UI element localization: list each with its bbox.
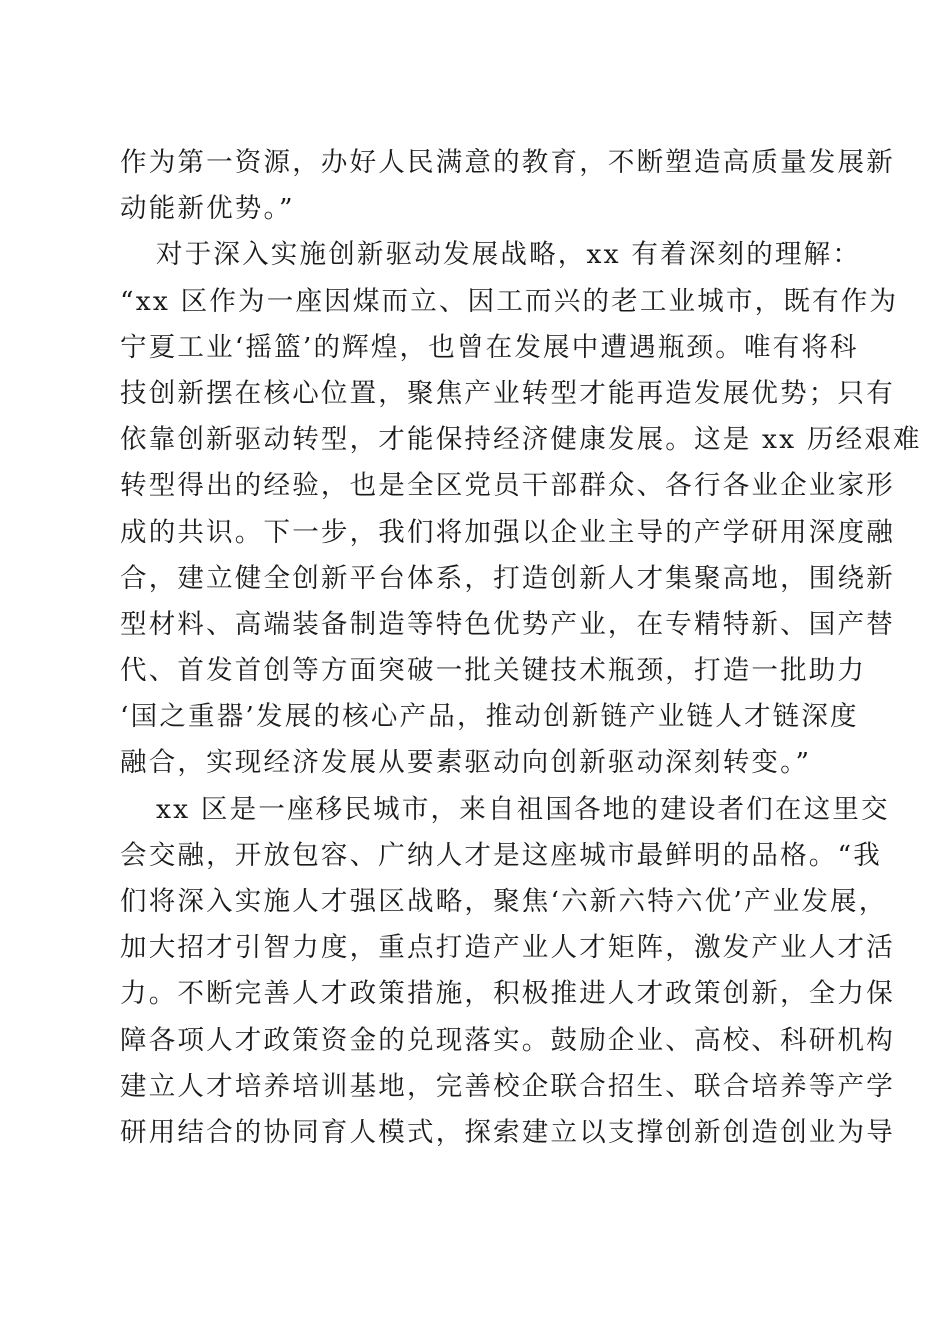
text-line: 会交融，开放包容、广纳人才是这座城市最鲜明的品格。“我 bbox=[120, 839, 882, 871]
text-line: 成的共识。下一步，我们将加强以企业主导的产学研用深度融 bbox=[120, 516, 895, 548]
text-line: 力。不断完善人才政策措施，积极推进人才政策创新，全力保 bbox=[120, 978, 895, 1010]
text-line: 作为第一资源，办好人民满意的教育，不断塑造高质量发展新 bbox=[120, 147, 895, 178]
text-line: 依靠创新驱动转型，才能保持经济健康发展。这是 xx 历经艰难 bbox=[120, 424, 922, 456]
paragraph-start-line: 对于深入实施创新驱动发展战略，xx 有着深刻的理解： bbox=[156, 239, 862, 271]
text-line: 型材料、高端装备制造等特色优势产业，在专精特新、国产替 bbox=[120, 608, 895, 640]
text-line: “xx 区作为一座因煤而立、因工而兴的老工业城市，既有作为 bbox=[120, 285, 899, 317]
text-line: 宁夏工业‘摇篮’的辉煌，也曾在发展中遭遇瓶颈。唯有将科 bbox=[120, 331, 859, 363]
text-line: 合，建立健全创新平台体系，打造创新人才集聚高地，围绕新 bbox=[120, 562, 895, 594]
paragraph-start-line: xx 区是一座移民城市，来自祖国各地的建设者们在这里交 bbox=[156, 793, 890, 825]
text-line: 研用结合的协同育人模式，探索建立以支撑创新创造创业为导 bbox=[120, 1116, 895, 1148]
text-line: 代、首发首创等方面突破一批关键技术瓶颈，打造一批助力 bbox=[120, 655, 867, 687]
text-line: 转型得出的经验，也是全区党员干部群众、各行各业企业家形 bbox=[120, 470, 895, 502]
text-line: 障各项人才政策资金的兑现落实。鼓励企业、高校、科研机构 bbox=[120, 1024, 895, 1056]
text-line: 们将深入实施人才强区战略，聚焦‘六新六特六优’产业发展， bbox=[120, 886, 888, 917]
text-line: ‘国之重器’发展的核心产品，推动创新链产业链人才链深度 bbox=[120, 701, 859, 733]
body-text bbox=[120, 140, 922, 1156]
text-line: 加大招才引智力度，重点打造产业人才矩阵，激发产业人才活 bbox=[120, 932, 895, 964]
text-line: 融合，实现经济发展从要素驱动向创新驱动深刻转变。” bbox=[120, 747, 812, 779]
text-line: 动能新优势。” bbox=[120, 193, 295, 225]
text-line: 技创新摆在核心位置，聚焦产业转型才能再造发展优势；只有 bbox=[120, 377, 895, 409]
text-line: 建立人才培养培训基地，完善校企联合招生、联合培养等产学 bbox=[120, 1070, 895, 1102]
